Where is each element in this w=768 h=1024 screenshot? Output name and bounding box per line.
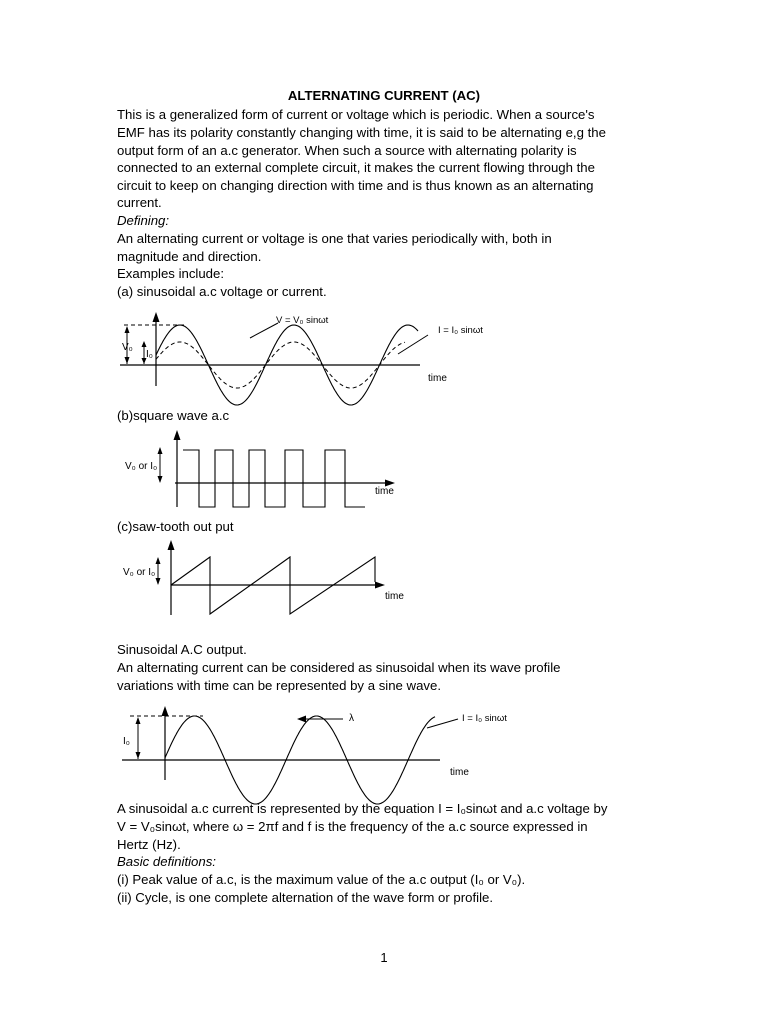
page-title: ALTERNATING CURRENT (AC) — [287, 88, 481, 103]
sinusoidal-heading: Sinusoidal A.C output. — [117, 642, 247, 657]
io-label: I₀ — [146, 349, 153, 360]
examples-heading: Examples include: — [117, 266, 225, 281]
v-equation-label: V = V₀ sinωt — [276, 315, 329, 326]
defining-line-2: magnitude and direction. — [117, 249, 262, 264]
axis-arrowhead — [153, 312, 160, 322]
intro-line-3: output form of an a.c generator. When such a source with alternating polarity is — [117, 143, 577, 158]
amplitude-arrow-down — [156, 578, 161, 585]
equation-line-1: A sinusoidal a.c current is represented by the equation I = I₀sinωt and a.c voltage by — [117, 801, 608, 816]
time-label: time — [385, 591, 404, 602]
amplitude-label: V₀ or I₀ — [123, 567, 156, 578]
axis-arrowhead — [168, 540, 175, 550]
sinusoidal-ac-figure — [110, 306, 510, 410]
defining-line-1: An alternating current or voltage is one that varies periodically with, both in — [117, 231, 552, 246]
io-label: I₀ — [123, 736, 130, 747]
vo-dimension-arrow-up — [125, 326, 130, 333]
wavelength-label: λ — [349, 713, 354, 724]
io-dimension-arrow-up — [142, 341, 147, 347]
io-arrow-up — [136, 717, 141, 724]
intro-line-2: EMF has its polarity constantly changing with time, it is said to be alternating e,g the — [117, 125, 606, 140]
vo-dimension-arrow-down — [125, 357, 130, 364]
amplitude-arrow-up — [156, 557, 161, 564]
page-number: 1 — [380, 950, 388, 965]
intro-line-6: current. — [117, 195, 162, 210]
v-label-leader — [250, 323, 278, 338]
sawtooth-wave-figure — [115, 537, 415, 627]
defining-heading: Defining: — [117, 213, 170, 228]
time-axis-arrowhead — [375, 582, 385, 589]
time-label: time — [375, 486, 394, 497]
square-wave — [183, 450, 365, 507]
io-arrow-down — [136, 752, 141, 759]
time-label: time — [428, 373, 447, 384]
intro-line-1: This is a generalized form of current or voltage which is periodic. When a source's — [117, 107, 595, 122]
time-label: time — [450, 767, 469, 778]
axis-arrowhead — [174, 430, 181, 440]
amplitude-arrow-down — [158, 476, 163, 483]
basic-definitions-heading: Basic definitions: — [117, 854, 216, 869]
sinusoidal-line-2: variations with time can be represented by a sine wave. — [117, 678, 441, 693]
i-equation-label: I = I₀ sinωt — [438, 325, 483, 336]
equation-line-3: Hertz (Hz). — [117, 837, 181, 852]
example-c-caption: (c)saw-tooth out put — [117, 519, 234, 534]
vo-label: V₀ — [122, 342, 133, 353]
sinusoidal-line-1: An alternating current can be considered as sinusoidal when its wave profile — [117, 660, 561, 675]
equation-line-2: V = V₀sinωt, where ω = 2πf and f is the frequency of the a.c source expressed in — [117, 819, 588, 834]
intro-line-4: connected to an external complete circuit, it makes the current flowing through the — [117, 160, 595, 175]
intro-line-5: circuit to keep on changing direction with time and is thus known as an alternating — [117, 178, 594, 193]
i-equation-label: I = I₀ sinωt — [462, 713, 507, 724]
amplitude-arrow-up — [158, 447, 163, 454]
amplitude-label: V₀ or I₀ — [125, 461, 158, 472]
example-a-caption: (a) sinusoidal a.c voltage or current. — [117, 284, 327, 299]
wavelength-arrowhead — [297, 716, 306, 723]
definition-cycle: (ii) Cycle, is one complete alternation of the wave form or profile. — [117, 890, 494, 905]
i-label-leader — [398, 335, 428, 354]
i-label-leader — [427, 719, 458, 728]
example-b-caption: (b)square wave a.c — [117, 408, 230, 423]
sinusoidal-wavelength-figure — [115, 700, 515, 800]
definition-peak-value: (i) Peak value of a.c, is the maximum value of the a.c output (I₀ or V₀). — [117, 872, 526, 887]
axis-arrowhead — [162, 706, 169, 716]
square-wave-figure — [115, 427, 415, 517]
